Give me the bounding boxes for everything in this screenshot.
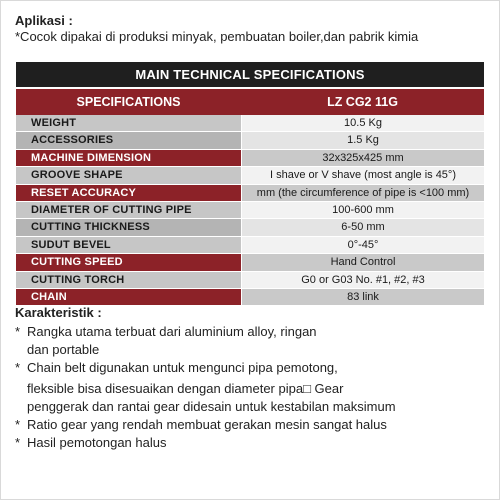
bullet-text: Ratio gear yang rendah membuat gerakan mesin sangat halus: [27, 417, 387, 432]
row-value: 32x325x425 mm: [241, 150, 484, 166]
header-model: LZ CG2 11G: [327, 95, 398, 109]
row-label: DIAMETER OF CUTTING PIPE: [16, 202, 241, 218]
row-value: mm (the circumference of pipe is <100 mm): [241, 185, 484, 201]
bullet-star: *: [15, 435, 21, 450]
table-row: [16, 219, 484, 236]
row-label: SUDUT BEVEL: [16, 237, 241, 253]
row-label: MACHINE DIMENSION: [16, 150, 241, 166]
table-row: [16, 237, 484, 254]
bullet-text: Hasil pemotongan halus: [27, 435, 167, 450]
row-label: RESET ACCURACY: [16, 185, 241, 201]
row-label: CUTTING SPEED: [16, 254, 241, 270]
row-label: ACCESSORIES: [16, 132, 241, 148]
table-row: [16, 289, 484, 306]
row-value: G0 or G03 No. #1, #2, #3: [241, 272, 484, 288]
row-label: GROOVE SHAPE: [16, 167, 241, 183]
row-label: CUTTING THICKNESS: [16, 219, 241, 235]
header-specifications: SPECIFICATIONS: [76, 95, 181, 109]
bullet-text: Chain belt digunakan untuk mengunci pipa pemotong,: [27, 360, 338, 375]
bullet-continuation: dan portable: [27, 342, 100, 357]
table-row: [16, 272, 484, 289]
list-item: [15, 435, 485, 451]
row-value: 10.5 Kg: [241, 115, 484, 131]
row-value: 100-600 mm: [241, 202, 484, 218]
karakteristik-section: [15, 305, 485, 451]
row-value: Hand Control: [241, 254, 484, 270]
bullet-continuation: penggerak dan rantai gear didesain untuk kestabilan maksimum: [27, 399, 396, 414]
table-row: [16, 132, 484, 149]
row-label: CUTTING TORCH: [16, 272, 241, 288]
row-value: I shave or V shave (most angle is 45°): [241, 167, 484, 183]
table-row: [16, 202, 484, 219]
row-value: 83 link: [241, 289, 484, 305]
bullet-star: *: [15, 324, 21, 339]
row-value: 0°-45°: [241, 237, 484, 253]
table-row: [16, 150, 484, 167]
aplikasi-title: Aplikasi :: [15, 13, 73, 28]
bullet-star: *: [15, 360, 21, 375]
row-label: WEIGHT: [16, 115, 241, 131]
bullet-star: *: [15, 417, 21, 432]
aplikasi-section: [15, 13, 485, 45]
row-label: CHAIN: [16, 289, 241, 305]
list-item: [15, 360, 485, 376]
list-item: [15, 417, 485, 433]
spec-table-header: [16, 89, 484, 115]
table-row: [16, 185, 484, 202]
karakteristik-title: Karakteristik :: [15, 305, 102, 320]
spec-table-title: MAIN TECHNICAL SPECIFICATIONS: [16, 62, 484, 87]
spec-table: [16, 62, 484, 306]
row-value: 1.5 Kg: [241, 132, 484, 148]
table-row: [16, 167, 484, 184]
aplikasi-text: *Cocok dipakai di produksi minyak, pembuatan boiler,dan pabrik kimia: [15, 29, 419, 44]
table-row: [16, 115, 484, 132]
table-row: [16, 254, 484, 271]
bullet-text: Rangka utama terbuat dari aluminium alloy, ringan: [27, 324, 317, 339]
row-value: 6-50 mm: [241, 219, 484, 235]
bullet-continuation: fleksible bisa disesuaikan dengan diameter pipa□ Gear: [27, 381, 344, 396]
list-item: [15, 324, 485, 340]
